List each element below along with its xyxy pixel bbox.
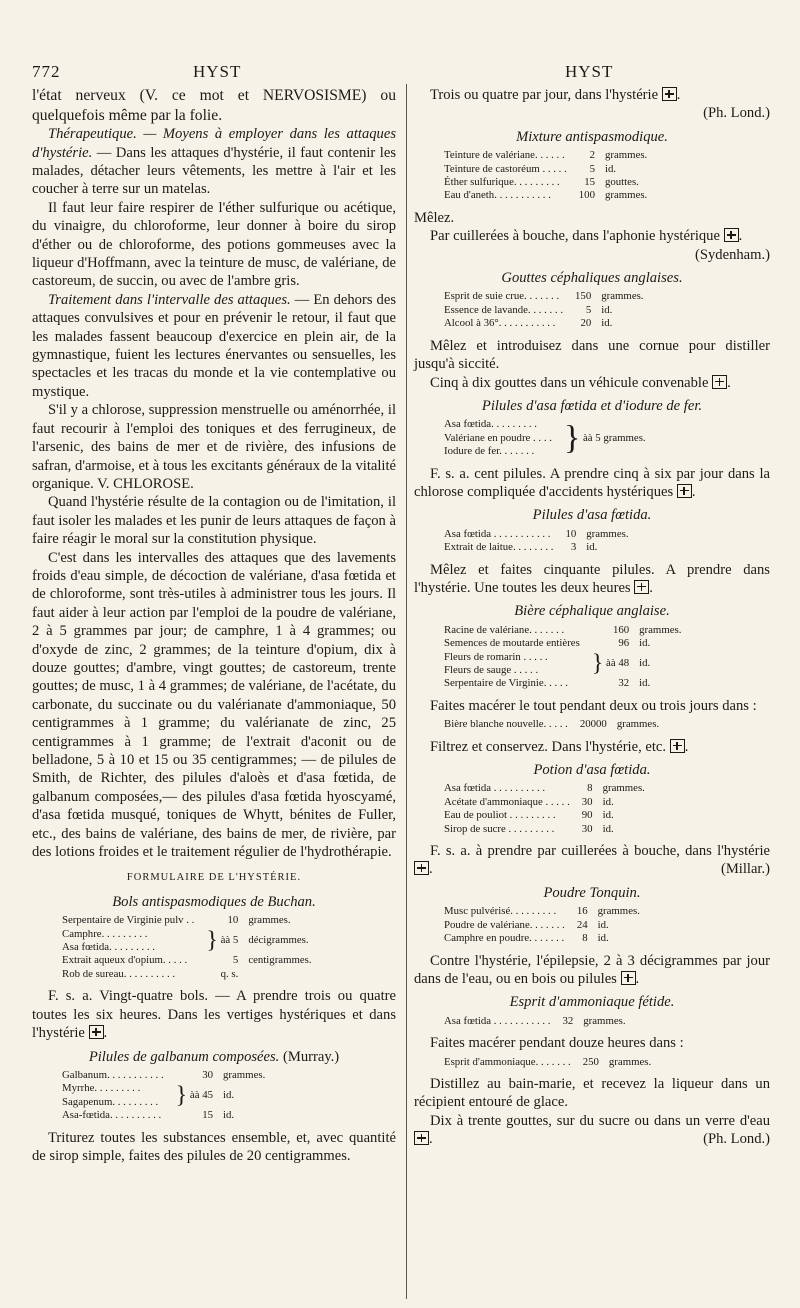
recipe-row: Asa-fœtida. . . . . . . . . . 15 id. [62,1109,235,1122]
hospital-cross-icon [670,739,685,753]
brace: } [591,650,604,677]
recipe-row: Essence de lavande. . . . . . . 5 id. [444,303,613,316]
recipe-title: Poudre Tonquin. [543,884,641,901]
recipe-row: Extrait aqueux d'opium. . . . . 5 centigrammes. [62,954,312,967]
paragraph: F. s. a. à prendre par cuillerées à bouche, dans l'hystérie . (Millar.) [414,842,770,879]
hospital-cross-icon [89,1025,104,1039]
paragraph: Faites macérer pendant douze heures dans : [430,1035,684,1052]
recipe-row: Asa fœtida. . . . . . . . . Valériane en poudre . . . . Iodure de fer. . . . . . . } àà 5 grammes. [444,418,646,458]
recipe-row: Acétate d'ammoniaque . . . . . 30 id. [444,795,614,808]
recipe-table [442,624,683,691]
paragraph: Mêlez. [414,209,455,226]
recipe-row: Serpentaire de Virginie. . . . . 32 id. [444,677,651,690]
brace: } [563,419,581,457]
paragraph: Faites macérer le tout pendant deux ou trois jours dans : [430,697,757,714]
right-column [414,86,770,1149]
recipe-table [442,528,631,555]
recipe-row: Éther sulfurique. . . . . . . . . 15 gouttes. [444,176,639,189]
paragraph: F. s. a. Vingt-quatre bols. — A prendre trois ou quatre toutes les six heures. Dans les vertiges hystériques et dans l'hystérie . [32,988,396,1042]
recipe-row: Semences de moutarde entières 96 id. [444,637,651,650]
recipe-title: Gouttes céphaliques anglaises. [501,270,683,287]
paragraph: Filtrez et conservez. Dans l'hystérie, etc. . [430,738,689,755]
section-heading: Traitement dans l'intervalle des attaques. [48,291,291,308]
recipe-row: Teinture de valériane. . . . . . 2 grammes. [444,149,648,162]
paragraph: Quand l'hystérie résulte de la contagion ou de l'imitation, il faut isoler les malades et les punir de leurs attaques de façon à faire réagir le moral sur la constitution physique. [32,494,396,548]
recipe-row: Camphre. . . . . . . . . Asa fœtida. . . . . . . . . } àà 5 décigrammes. [62,927,309,954]
recipe-row: Esprit de suie crue. . . . . . . 150 grammes. [444,290,644,303]
recipe-row: Musc pulvérisé. . . . . . . . . 16 grammes. [444,905,640,918]
recipe-table [442,1056,653,1069]
running-head-left: HYST [193,62,242,81]
paragraph: l'état nerveux (V. ce mot et NERVOSISME) ou quelquefois même par la folie. [32,87,396,124]
recipe-row: Fleurs de romarin . . . . . Fleurs de sauge . . . . . } àà 48 id. [444,650,651,677]
hospital-cross-icon [414,861,429,875]
paragraph: Trois ou quatre par jour, dans l'hystérie . (Ph. Lond.) [430,87,770,122]
recipe-row: Serpentaire de Virginie pulv . . 10 grammes. [62,914,291,927]
paragraph: S'il y a chlorose, suppression menstruelle ou aménorrhée, il faut recourir à l'emploi des toniques et des ferrugineux, de l'arsenic, des bains de mer et de rivière, des infusions de safran, d'armoise, et à tous les excitants généraux de la vitalité organique. V. CHLOROSE. [32,402,396,492]
paragraph: F. s. a. cent pilules. A prendre cinq à six par jour dans la chlorose compliquée d'accidents hystériques . [414,465,770,500]
recipe-title: Mixture antispasmodique. [516,128,668,145]
paragraph: Dix à trente gouttes, sur du sucre ou dans un verre d'eau . (Ph. Lond.) [414,1112,770,1149]
recipe-table [442,418,648,458]
recipe-row: Asa fœtida . . . . . . . . . . . 32 grammes. [444,1014,626,1027]
recipe-row: Myrrhe. . . . . . . . . Sagapenum. . . . . . . . . } àà 45 id. [62,1082,235,1109]
recipe-row: Eau de pouliot . . . . . . . . . 90 id. [444,809,614,822]
recipe-table [442,290,646,330]
recipe-row: Bière blanche nouvelle. . . . . 20000 grammes. [444,718,660,731]
recipe-table [442,905,642,945]
hospital-cross-icon [677,484,692,498]
paragraph: Contre l'hystérie, l'épilepsie, 2 à 3 décigrammes par jour dans de l'eau, ou en bois ou pilules . [414,952,770,987]
recipe-title: Bols antispasmodiques de Buchan. [112,893,316,910]
source-citation: (Ph. Lond.) [703,105,770,122]
page-number: 772 [32,62,61,81]
recipe-row: Teinture de castoréum . . . . . 5 id. [444,162,617,175]
recipe-row: Asa fœtida . . . . . . . . . . . 10 grammes. [444,527,629,540]
recipe-table [442,149,649,203]
formulary-heading: FORMULAIRE DE L'HYSTÉRIE. [126,872,302,884]
recipe-row: Galbanum. . . . . . . . . . . 30 grammes. [62,1068,266,1081]
recipe-row: Racine de valériane. . . . . . . 160 grammes. [444,623,682,636]
recipe-row: Asa fœtida . . . . . . . . . . 8 grammes. [444,782,645,795]
recipe-title: Esprit d'ammoniaque fétide. [509,994,675,1011]
source-citation: (Sydenham.) [695,246,770,263]
brace: } [175,1082,188,1109]
hospital-cross-icon [662,87,677,101]
recipe-title: Pilules d'asa fœtida et d'iodure de fer. [481,397,703,414]
hospital-cross-icon [414,1131,429,1145]
paragraph: Mêlez et faites cinquante pilules. A prendre dans l'hystérie. Une toutes les deux heures . [414,561,770,596]
left-column [32,86,396,1165]
hospital-cross-icon [634,580,649,594]
hospital-cross-icon [621,971,636,985]
source-citation: (Millar.) [720,861,770,878]
column-rule [406,84,407,1299]
recipe-row: Rob de sureau. . . . . . . . . . q. s. [62,967,239,980]
hospital-cross-icon [724,228,739,242]
recipe-table [60,1069,267,1123]
paragraph: Triturez toutes les substances ensemble, et, avec quantité de sirop simple, faites des pilules de 20 centigrammes. [32,1129,396,1164]
paragraph: C'est dans les intervalles des attaques que des lavements froids d'eau simple, de décoction de valériane, d'asa fœtida et de chloroforme, sont très-utiles à administrer tous les jours. Il faut aider à leur action par l'emploi de la poudre de valériane, 2 à 5 grammes par jour; de camphre, 1 à 4 grammes; ou d'oxyde de zinc, 2 grammes; de la teinture d'opium, dix à douze gouttes; d'ambre, vingt gouttes; de castoreum, trente gouttes; de musc, 1 à 4 grammes; de valériane, de l'acétate, du carbonate, du succinate ou du valérianate d'ammoniaque, 50 centigrammes à 1 gramme; du valérianate de zinc, 25 centigrammes à 1 gramme; de l'extrait d'aconit ou de belladone, 5 à 10 et 15 ou 35 centigrammes; — de pilules de Smith, de Richter, des pilules d'aloès et d'asa fœtida, de galbanum composées,— des pilules d'asa fœtida hyoscyamé, d'asa fœtida musqué, toniques de Whytt, bénites de Fuller, etc., des bains de valériane, des bains de mer, de rivière, par des lotions froides et le traitement régulier de l'hydrothérapie. [32,549,396,861]
recipe-row: Sirop de sucre . . . . . . . . . 30 id. [444,822,614,835]
recipe-table [442,782,647,836]
hospital-cross-icon [712,375,727,389]
recipe-row: Extrait de laitue. . . . . . . . 3 id. [444,541,598,554]
recipe-title: Potion d'asa fœtida. [533,762,651,779]
recipe-table [442,1015,628,1028]
recipe-row: Alcool à 36°. . . . . . . . . . . 20 id. [444,317,613,330]
running-head-right: HYST [565,62,614,81]
recipe-row: Camphre en poudre. . . . . . . 8 id. [444,932,609,945]
recipe-row: Eau d'aneth. . . . . . . . . . . 100 grammes. [444,189,648,202]
recipe-title: Bière céphalique anglaise. [514,603,670,620]
brace: } [206,927,218,954]
section-heading: Thérapeutique. — Moyens à employer dans les attaques d'hystérie. [32,126,396,161]
paragraph: Il faut leur faire respirer de l'éther sulfurique ou acétique, du vinaigre, du chloroforme, leur donner à boire du sirop d'éther ou de chloroforme, des potions gommeuses avec la liqueur d'Hoffmann, avec la teinture de musc, de valériane, de castoreum, de succin, ou avec de l'ambre gris. [32,199,396,290]
recipe-row: Esprit d'ammoniaque. . . . . . . 250 grammes. [444,1055,652,1068]
paragraph: Distillez au bain-marie, et recevez la liqueur dans un récipient entouré de glace. [414,1075,770,1111]
paragraph: Par cuillerées à bouche, dans l'aphonie hystérique . (Sydenham.) [430,228,770,263]
recipe-title: Pilules d'asa fœtida. [532,507,652,524]
paragraph: Mêlez et introduisez dans une cornue pour distiller jusqu'à siccité. [414,337,770,373]
paragraph: Thérapeutique. — Moyens à employer dans les attaques d'hystérie. — Dans les attaques d'hystérie, il faut contenir les malades, détacher leurs vêtements, les mettre à l'air et les coucher à terre sur un matelas. [32,126,396,198]
paragraph: Traitement dans l'intervalle des attaques. — En dehors des attaques convulsives et pour en prévenir le retour, il faut que les malades fassent beaucoup d'exercice en plein air, de la gymnastique, fuient les lectures énervantes ou sensuelles, les spectacles et les tracas du monde et la vie contemplative ou mystique. [32,291,397,400]
recipe-title: Pilules de galbanum composées. (Murray.) [88,1048,340,1065]
recipe-row: Poudre de valériane. . . . . . . 24 id. [444,918,609,931]
recipe-table [442,718,661,731]
source-citation: (Ph. Lond.) [703,1131,770,1148]
recipe-table [60,914,314,981]
paragraph: Cinq à dix gouttes dans un véhicule convenable . [430,374,731,391]
